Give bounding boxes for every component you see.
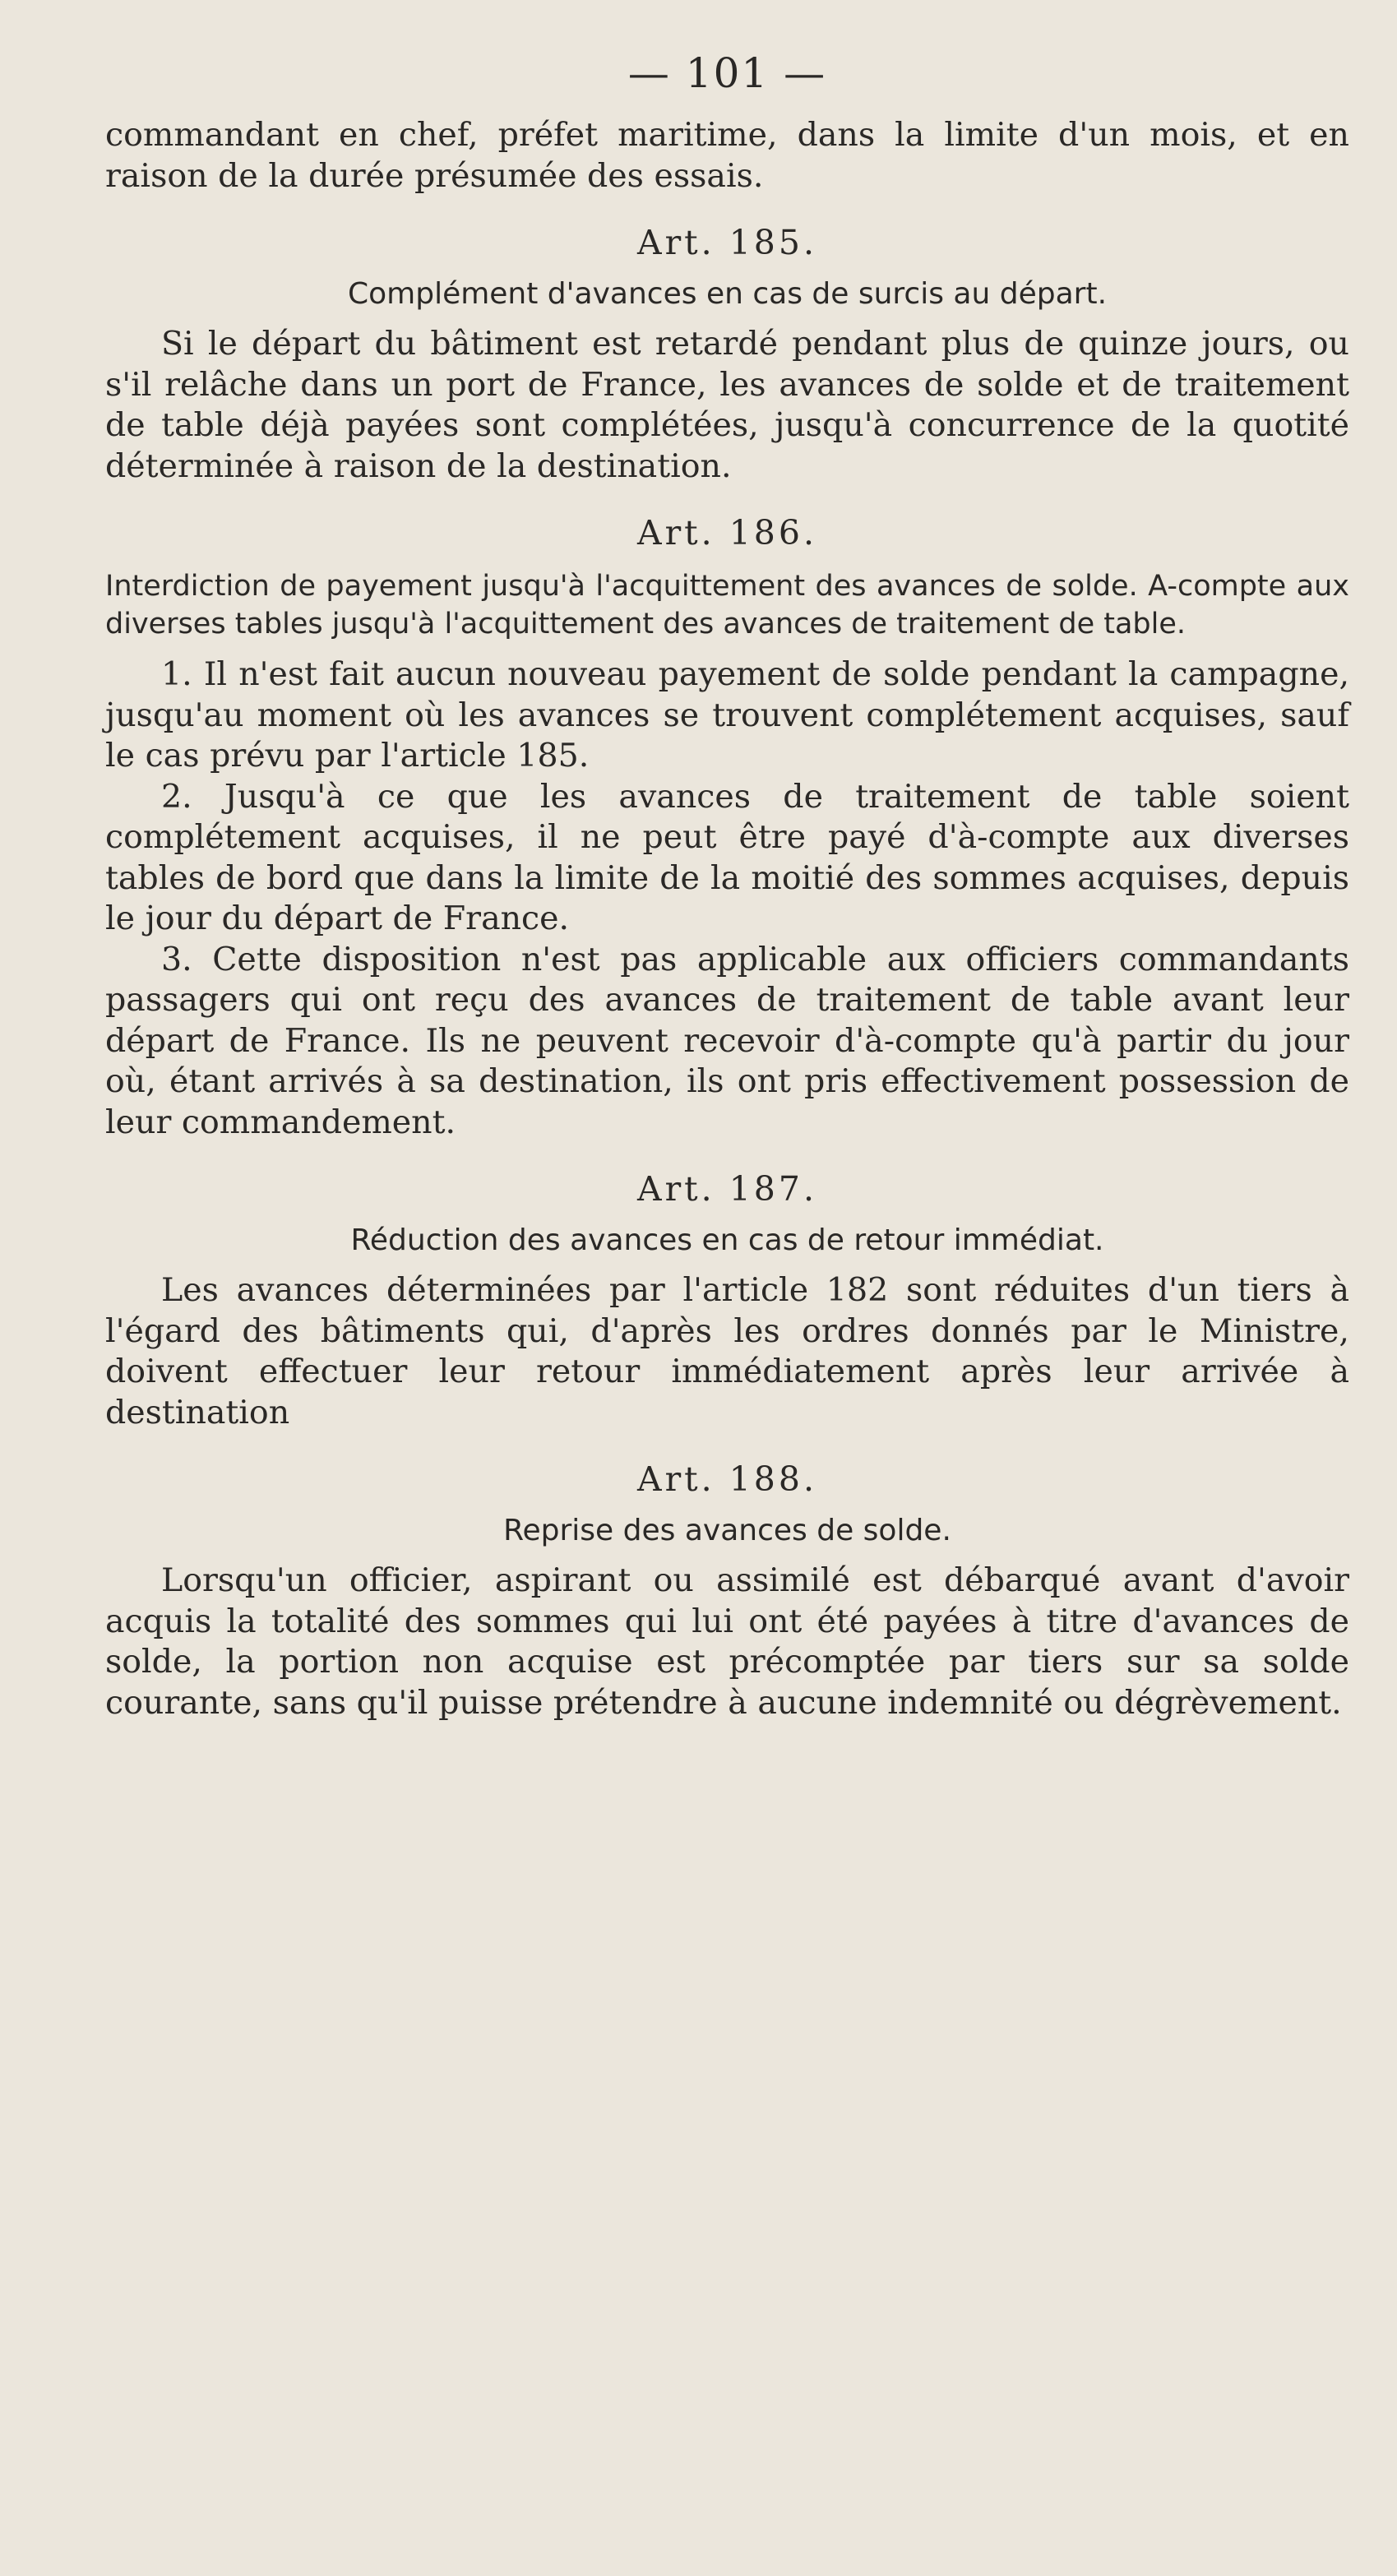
- page-number: — 101 —: [627, 49, 827, 97]
- article-187-title: Réduction des avances en cas de retour immédiat.: [350, 1223, 1104, 1257]
- article-186-title: Interdiction de payement jusqu'à l'acquittement des avances de solde. A-compte aux diverses tables jusqu'à l'acquittement des avances de traitement de table.: [105, 570, 1349, 641]
- article-185-paragraph: Si le départ du bâtiment est retardé pendant plus de quinze jours, ou s'il relâche dans un port de France, les avances de solde et de traitement de table déjà payées sont complétées, jusqu'à concurrence de la quotité déterminée à raison de la destination.: [105, 325, 1349, 485]
- article-185-title: Complément d'avances en cas de surcis au départ.: [347, 277, 1108, 311]
- intro-paragraph: commandant en chef, préfet maritime, dans la limite d'un mois, et en raison de la durée présumée des essais.: [105, 116, 1349, 195]
- article-186-paragraph-2: 2. Jusqu'à ce que les avances de traitement de table soient complétement acquises, il ne peut être payé d'à-compte aux diverses tables de bord que dans la limite de la moitié des sommes acquises, depuis le jour du départ de France.: [105, 777, 1349, 937]
- article-187-paragraph: Les avances déterminées par l'article 182 sont réduites d'un tiers à l'égard des bâtiments qui, d'après les ordres donnés par le Ministre, doivent effectuer leur retour immédiatement après leur arrivée à destination: [105, 1271, 1349, 1431]
- article-187-heading: Art. 187.: [636, 1169, 818, 1209]
- article-186-paragraph-1: 1. Il n'est fait aucun nouveau payement de solde pendant la campagne, jusqu'au moment où les avances se trouvent complétement acquises, sauf le cas prévu par l'article 185.: [105, 655, 1349, 775]
- article-188-title: Reprise des avances de solde.: [503, 1514, 951, 1547]
- article-188-heading: Art. 188.: [636, 1459, 818, 1499]
- article-188-paragraph: Lorsqu'un officier, aspirant ou assimilé est débarqué avant d'avoir acquis la totalité des sommes qui lui ont été payées à titre d'avances de solde, la portion non acquise est précomptée par tiers sur sa solde courante, sans qu'il puisse prétendre à aucune indemnité ou dégrèvement.: [105, 1561, 1349, 1722]
- article-186-heading: Art. 186.: [636, 513, 818, 553]
- article-185-heading: Art. 185.: [636, 223, 818, 262]
- article-186-paragraph-3: 3. Cette disposition n'est pas applicable aux officiers commandants passagers qui ont reçu des avances de traitement de table avant leur départ de France. Ils ne peuvent recevoir d'à-compte qu'à partir du jour où, étant arrivés à sa destination, ils ont pris effectivement possession de leur commandement.: [105, 940, 1349, 1141]
